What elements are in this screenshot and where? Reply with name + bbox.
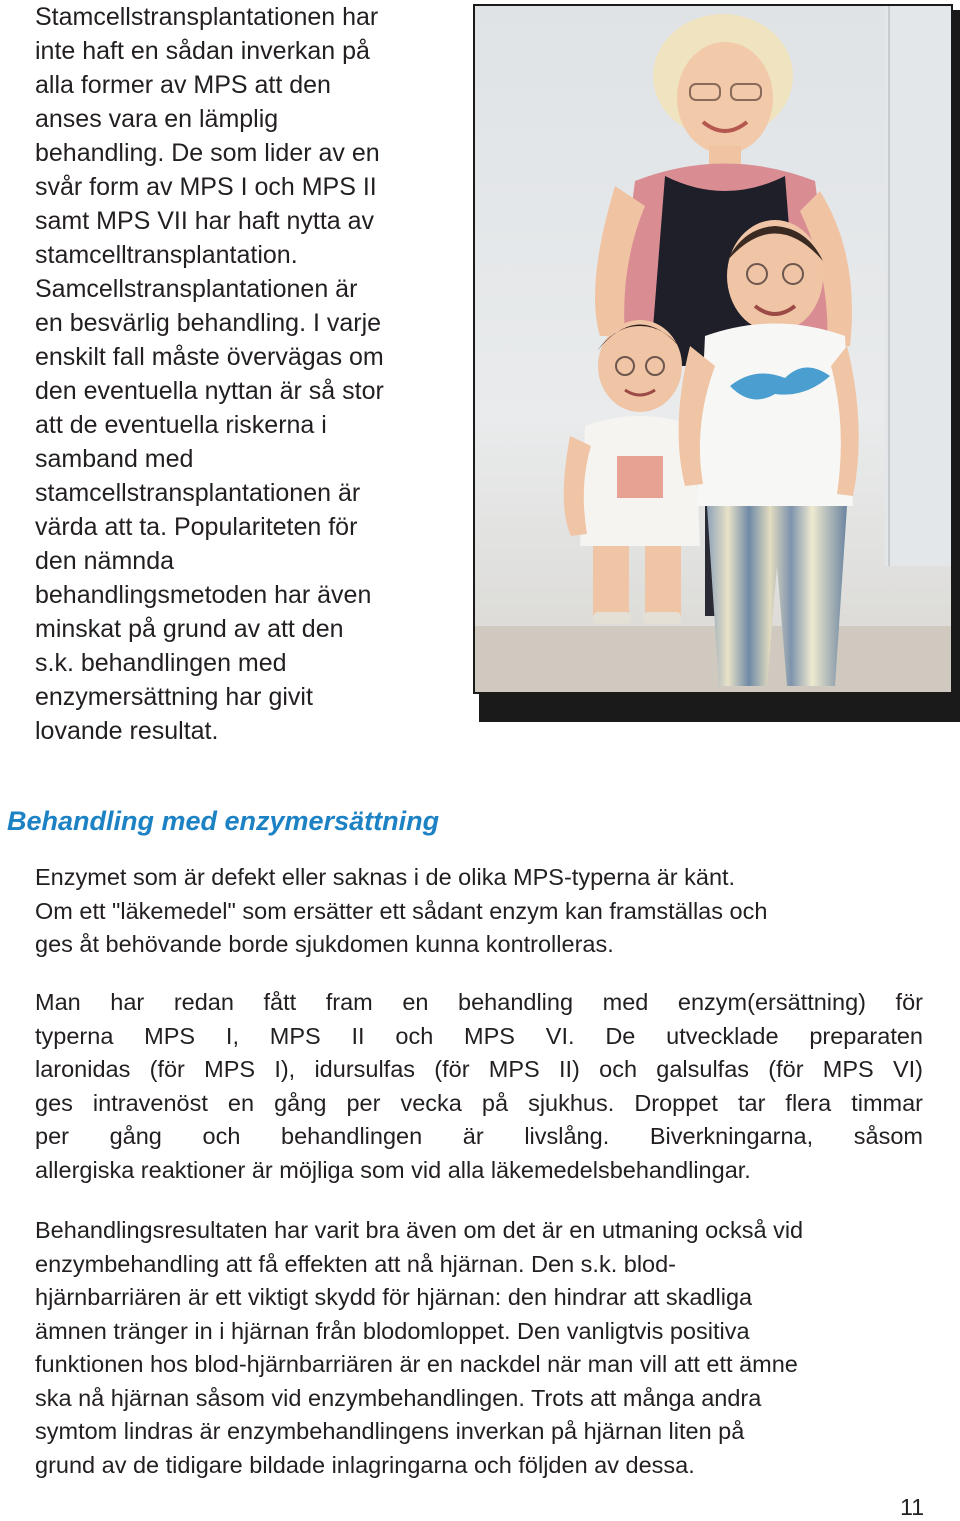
body-paragraph-2 xyxy=(35,986,923,1187)
intro-line: stamcellstransplantationen är xyxy=(35,479,361,507)
family-photo-illustration xyxy=(475,6,951,692)
intro-line: värda att ta. Populariteten för xyxy=(35,513,358,541)
paragraph-line: grund av de tidigare bildade inlagringarna och följden av dessa. xyxy=(35,1451,695,1478)
paragraph-line: allergiska reaktioner är möjliga som vid alla läkemedelsbehandlingar. xyxy=(35,1156,751,1183)
intro-line: Stamcellstransplantationen har xyxy=(35,3,379,31)
paragraph-line: hjärnbarriären är ett viktigt skydd för hjärnan: den hindrar att skadliga xyxy=(35,1284,753,1310)
page-number: 11 xyxy=(900,1494,924,1520)
paragraph-line: laronidas (för MPS I), idursulfas (för MPS II) och galsulfas (för MPS VI) xyxy=(35,1056,923,1082)
intro-line: den eventuella nyttan är så stor xyxy=(35,377,384,405)
paragraph-line: symtom lindras är enzymbehandlingens inverkan på hjärnan liten på xyxy=(35,1418,745,1444)
intro-line: samt MPS VII har haft nytta av xyxy=(35,207,375,235)
section-heading: Behandling med enzymersättning xyxy=(7,806,440,836)
intro-line: enskilt fall måste övervägas om xyxy=(35,343,384,371)
intro-line: minskat på grund av att den xyxy=(35,615,344,643)
paragraph-line: ges intravenöst en gång per vecka på sjukhus. Droppet tar flera timmar xyxy=(35,1089,923,1116)
intro-line: den nämnda xyxy=(35,547,175,575)
intro-line: svår form av MPS I och MPS II xyxy=(35,173,377,201)
paragraph-line: Enzymet som är defekt eller saknas i de olika MPS-typerna är känt. xyxy=(35,864,736,890)
intro-line: alla former av MPS att den xyxy=(35,71,331,99)
family-photo xyxy=(473,4,953,694)
paragraph-line: Man har redan fått fram en behandling med enzym(ersättning) för xyxy=(35,989,923,1015)
paragraph-line: ämnen tränger in i hjärnan från blodomloppet. Den vanligtvis positiva xyxy=(35,1317,750,1344)
paragraph-line: funktionen hos blod-hjärnbarriären är en nackdel när man vill att ett ämne xyxy=(35,1351,798,1377)
intro-line: s.k. behandlingen med xyxy=(35,649,287,677)
intro-line: enzymersättning har givit xyxy=(35,683,313,711)
paragraph-line: Behandlingsresultaten har varit bra även om det är en utmaning också vid xyxy=(35,1217,804,1243)
intro-line: behandlingsmetoden har även xyxy=(35,581,372,609)
paragraph-line: per gång och behandlingen är livslång. Biverkningarna, såsom xyxy=(35,1123,923,1149)
intro-line: samband med xyxy=(35,445,194,473)
paragraph-line: Om ett "läkemedel" som ersätter ett sådant enzym kan framställas och xyxy=(35,897,768,924)
intro-paragraph xyxy=(35,0,445,748)
intro-line: inte haft en sådan inverkan på xyxy=(35,37,370,65)
intro-line: behandling. De som lider av en xyxy=(35,139,380,167)
paragraph-line: typerna MPS I, MPS II och MPS VI. De utvecklade preparaten xyxy=(35,1022,923,1049)
body-paragraph-3 xyxy=(35,1214,923,1482)
intro-line: en besvärlig behandling. I varje xyxy=(35,309,382,337)
intro-line: att de eventuella riskerna i xyxy=(35,411,327,439)
intro-line: lovande resultat. xyxy=(35,717,219,745)
intro-line: stamcelltransplantation. xyxy=(35,241,298,269)
paragraph-line: ska nå hjärnan såsom vid enzymbehandlingen. Trots att många andra xyxy=(35,1384,762,1411)
paragraph-line: ges åt behövande borde sjukdomen kunna kontrolleras. xyxy=(35,931,614,957)
body-paragraph-1 xyxy=(35,861,923,962)
photo-frame xyxy=(473,4,960,722)
intro-line: Samcellstransplantationen är xyxy=(35,275,358,303)
paragraph-line: enzymbehandling att få effekten att nå hjärnan. Den s.k. blod- xyxy=(35,1250,677,1277)
intro-line: anses vara en lämplig xyxy=(35,105,279,133)
